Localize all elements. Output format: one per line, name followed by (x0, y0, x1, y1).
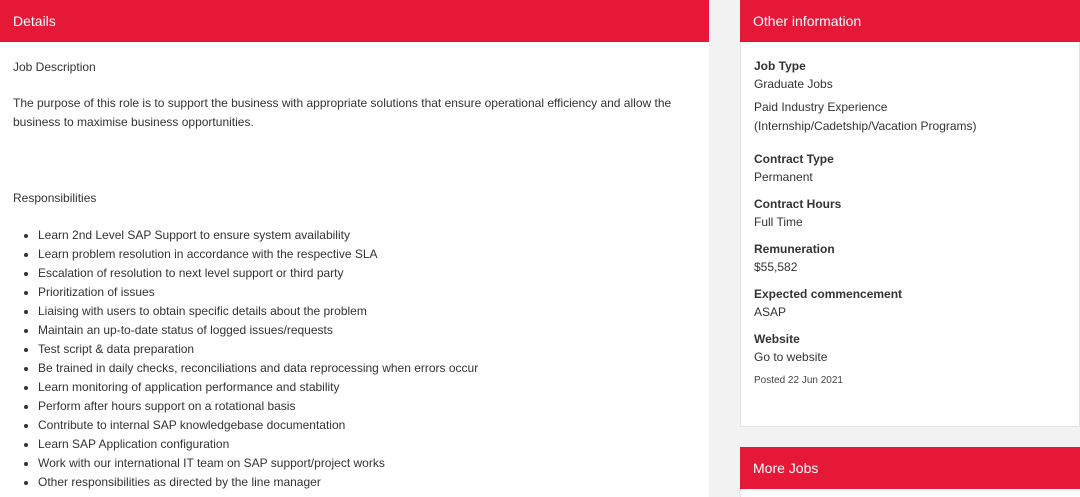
more-jobs-panel (740, 447, 1080, 497)
job-description-heading: Job Description (13, 60, 96, 74)
job-type-value: Paid Industry Experience (Internship/Cadetship/Vacation Programs) (754, 100, 977, 133)
list-item: • Work with our international IT team on SAP support/project works (38, 454, 708, 473)
responsibilities-heading: Responsibilities (13, 191, 97, 205)
job-type-group (754, 57, 1079, 136)
job-type-value: Graduate Jobs (754, 77, 833, 91)
contract-hours-label: Contract Hours (754, 197, 842, 211)
commencement-group (754, 285, 1079, 322)
other-information-panel (740, 0, 1080, 427)
details-header: Details (0, 0, 709, 42)
website-label: Website (754, 332, 800, 346)
contract-hours-value: Full Time (754, 215, 803, 229)
list-item: • Escalation of resolution to next level support or third party (38, 264, 708, 283)
remuneration-value: $55,582 (754, 260, 798, 274)
job-purpose-text: The purpose of this role is to support the business with appropriate solutions that ensure operational efficiency and allow the business to maximise business opportunities. (13, 96, 672, 129)
remuneration-group (754, 240, 1079, 277)
posted-date: Posted 22 Jun 2021 (754, 375, 843, 386)
go-to-website-link[interactable]: Go to website (754, 350, 828, 364)
other-information-header: Other information (740, 0, 1080, 42)
list-item: • Contribute to internal SAP knowledgebase documentation (38, 416, 708, 435)
job-type-label: Job Type (754, 59, 806, 73)
remuneration-label: Remuneration (754, 242, 835, 256)
list-item: • Liaising with users to obtain specific details about the problem (38, 302, 708, 321)
commencement-value: ASAP (754, 305, 787, 319)
list-item: • Learn SAP Application configuration (38, 435, 708, 454)
list-item: • Learn 2nd Level SAP Support to ensure system availability (38, 226, 708, 245)
list-item: • Other responsibilities as directed by the line manager (38, 473, 708, 492)
list-item: • Maintain an up-to-date status of logged issues/requests (38, 321, 708, 340)
list-item: • Prioritization of issues (38, 283, 708, 302)
more-jobs-header: More Jobs (740, 447, 1080, 489)
list-item: • Be trained in daily checks, reconciliations and data reprocessing when errors occur (38, 359, 708, 378)
list-item: • Test script & data preparation (38, 340, 708, 359)
list-item: • Learn monitoring of application performance and stability (38, 378, 708, 397)
website-group (754, 330, 1079, 367)
list-item: • Perform after hours support on a rotational basis (38, 397, 708, 416)
other-information-content (741, 42, 1079, 386)
contract-type-value: Permanent (754, 170, 813, 184)
commencement-label: Expected commencement (754, 287, 903, 301)
contract-type-group (754, 150, 1079, 187)
responsibilities-list (13, 226, 708, 492)
contract-hours-group (754, 195, 1079, 232)
list-item: • Learn problem resolution in accordance with the respective SLA (38, 245, 708, 264)
contract-type-label: Contract Type (754, 152, 834, 166)
